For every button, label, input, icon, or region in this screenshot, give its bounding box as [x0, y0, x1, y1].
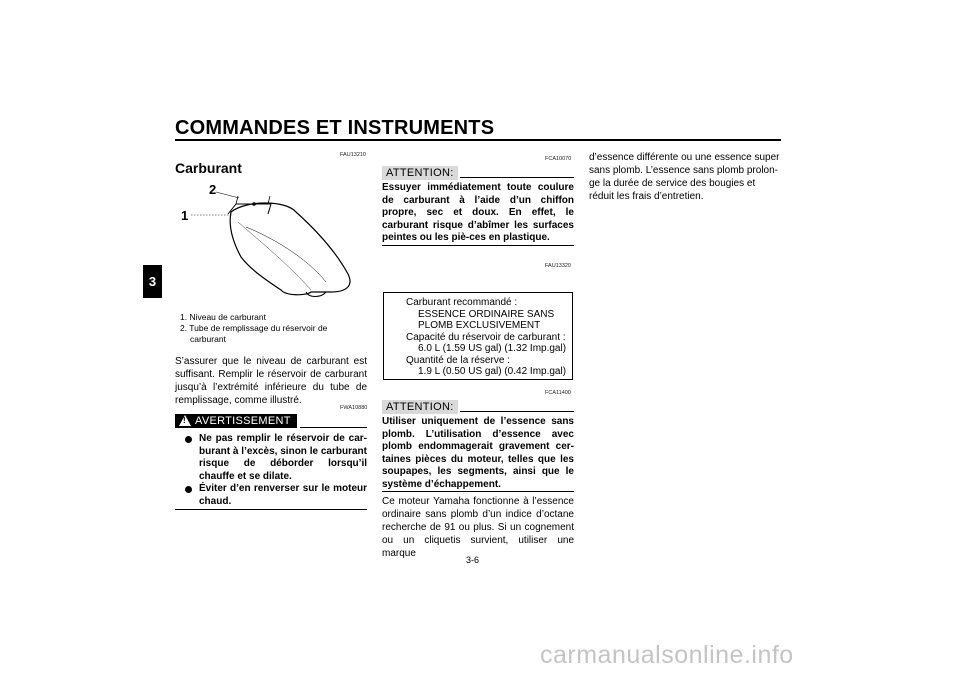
octane-paragraph: Ce moteur Yamaha fonctionne à l’essence ordinaire sans plomb d’un indice d’octane recherche de 91 ou plus. Si un cognement ou un cliquetis survient, utiliser une marque [382, 496, 574, 559]
figure-captions [180, 312, 360, 345]
page-title: COMMANDES ET INSTRUMENTS [175, 117, 495, 139]
warning-item: Ne pas remplir le réservoir de car-burant à l’excès, sinon le carburant risque de déborder lorsqu’il chauffe et se dilate. [185, 433, 367, 483]
caption-item: 1. Niveau de carburant [180, 312, 266, 322]
warning-rule [300, 427, 367, 428]
spec-line: Carburant recommandé : [406, 297, 518, 308]
callout-label-2: 2 [209, 182, 217, 197]
chapter-tab: 3 [143, 265, 162, 298]
warning-header [175, 413, 297, 431]
spec-line: PLOMB EXCLUSIVEMENT [418, 320, 541, 331]
spec-line: Capacité du réservoir de carburant : [406, 331, 566, 343]
title-rule [175, 139, 781, 141]
section-code: FAU13210 [340, 152, 366, 158]
attention-label: ATTENTION: [382, 166, 458, 180]
callout-leader-2 [216, 192, 239, 198]
watermark: carmanualsonline.info [540, 641, 794, 669]
warning-label [175, 414, 297, 428]
attention-rule [460, 177, 574, 178]
spec-line: 6.0 L (1.59 US gal) (1.32 Imp.gal) [418, 343, 567, 354]
attention-text: Utiliser uniquement de l’essence sans plomb. L’utilisation d’essence avec plomb endommagerait gravement cer-taines pièces du moteur, telles que les soupapes, les segments, ainsi que le système d’échappement. [382, 416, 574, 490]
spec-line: 1.9 L (0.50 US gal) (0.42 Imp.gal) [418, 366, 567, 377]
tank-contour [238, 222, 311, 290]
fuel-tank-figure [176, 182, 366, 307]
callout-label-1: 1 [181, 208, 189, 223]
fuel-instructions: S’assurer que le niveau de carburant est suffisant. Remplir le réservoir de carburant jusqu’à l’extrémité inférieure du tube de remplissage, comme illustré. [175, 356, 367, 406]
section-title: Carburant [175, 160, 242, 176]
octane-paragraph-continued: d’essence différente ou une essence super sans plomb. L’essence sans plomb prolon-ge la durée de service des bougies et réduit les frais d’entretien. [589, 152, 780, 202]
fuel-tank-illustration [176, 182, 366, 307]
caption-item: carburant [190, 334, 226, 344]
page-number: 3-6 [466, 555, 480, 565]
fuel-spec-box [383, 292, 573, 380]
attention-header [382, 397, 458, 415]
warning-end-rule [175, 509, 367, 510]
warning-item: Éviter d’en renverser sur le moteur chaud. [185, 483, 367, 508]
attention-code: FCA10070 [545, 156, 572, 162]
tank-outline [230, 203, 350, 295]
spec-line: Quantité de la réserve : [406, 354, 510, 366]
attention-label: ATTENTION: [382, 400, 458, 414]
attention-header [382, 163, 458, 181]
spec-line: ESSENCE ORDINAIRE SANS [418, 308, 555, 320]
warning-label-text: AVERTISSEMENT [195, 414, 291, 427]
warning-list [185, 433, 367, 508]
warning-triangle-icon [179, 415, 191, 426]
attention-rule [460, 411, 574, 412]
filler-marker [252, 202, 256, 206]
caption-item: 2. Tube de remplissage du réservoir de [180, 323, 328, 333]
spec-code: FAU13320 [545, 263, 571, 269]
attention-text: Essuyer immédiatement toute coulure de carburant à l’aide d’un chiffon propre, sec et doux. En effet, le carburant risque d’abîmer les surfaces peintes ou les piè-ces en plastique. [382, 182, 574, 243]
attention-code: FCA11400 [545, 390, 571, 396]
attention-end-rule [382, 245, 574, 246]
attention-end-rule [382, 491, 574, 492]
warning-code: FWA10880 [340, 405, 368, 411]
